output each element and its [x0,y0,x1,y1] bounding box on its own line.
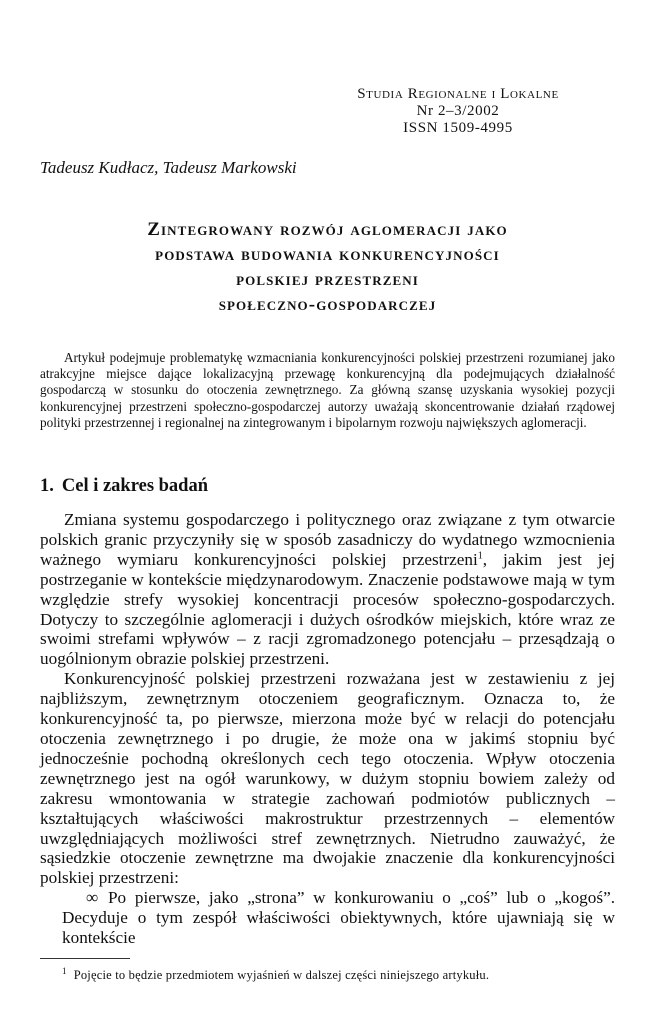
journal-issue: Nr 2–3/2002 [416,103,500,119]
title-line: społeczno-gospodarczej [218,294,437,315]
body-text [40,510,615,948]
abstract-text: Artykuł podejmuje problematykę wzmacniania konkurencyjności polskiej przestrzeni rozumianej jako atrakcyjne miejsce dające lokalizacyjną przewagę konkurencyjną dla podejmujących działalność gospodarczą w stosunku do otoczenia zewnętrznego. Za główną szansę uzyskania wysokiej pozycji konkurencyjnej przestrzeni społeczno-gospodarczej autorzy uważają skoncentrowanie działań rządowej polityki przestrzennej i regionalnej na zintegrowanym i bipolarnym rozwoju największych aglomeracji. [40,350,615,430]
section-number: 1. [40,476,54,496]
infinity-bullet-icon: ∞ [86,888,99,908]
title-line: podstawa budowania konkurencyjności [155,244,500,265]
section-heading [40,476,208,497]
paragraph-1-text-continued: , jakim jest jej postrzeganie w kontekście międzynarodowym. Znaczenie podstawowe mają w tym względzie strefy wysokiej koncentracji procesów społeczno-gospodarczych. Dotyczy to szczególnie aglomeracji i dużych ośrodków miejskich, które wraz ze swoimi strefami wpływów – z racji zgromadzonego potencjału – przesądzają o uogólnionym obrazie polskiej przestrzeni. [40,549,615,669]
abstract [40,350,615,431]
journal-name: Studia Regionalne i Lokalne [357,86,559,102]
paragraph-2: Konkurencyjność polskiej przestrzeni rozważana jest w zestawieniu z jej najbliższym, zewnętrznym otoczeniem geograficznym. Oznacza to, że konkurencyjność ta, po pierwsze, mierzona może być w relacji do potencjału otoczenia zewnętrznego i po drugie, że może ona w jakimś stopniu być jednocześnie pochodną określonych cech tego otoczenia. Wpływ otoczenia zewnętrznego jest na ogół warunkowy, w dużym stopniu bowiem zależy od zakresu wmontowania w strategie zachowań podmiotów publicznych – kształtujących właściwości makrostruktur przestrzennych – elementów uwzględniających możliwości stref zewnętrznych. Nietrudno zauważyć, że sąsiedzkie otoczenie zewnętrzne ma dwojakie znaczenie dla konkurencyjności polskiej przestrzeni: [40,669,615,888]
title-line: polskiej przestrzeni [236,269,419,290]
footnote-number: 1 [62,966,67,976]
list-item [40,888,615,948]
authors: Tadeusz Kudłacz, Tadeusz Markowski [40,158,297,177]
journal-header [308,86,608,137]
paragraph-1-text: Zmiana systemu gospodarczego i politycznego oraz związane z tym otwarcie polskich granic przyczyniły się w sposób zasadniczy do wydatnego wzmocnienia ważnego wymiaru konkurencyjności polskiej przestrzeni [40,510,615,569]
footnote-text: Pojęcie to będzie przedmiotem wyjaśnień w dalszej części niniejszego artykułu. [73,968,490,983]
footnote-reference[interactable]: 1 [477,550,483,562]
journal-issn: ISSN 1509-4995 [403,120,513,136]
section-title: Cel i zakres badań [61,476,209,496]
footnote-divider [40,958,130,959]
title-line: Zintegrowany rozwój aglomeracji jako [147,219,508,240]
footnote [62,966,489,983]
list-item-text: Po pierwsze, jako „strona” w konkurowaniu o „coś” lub o „kogoś”. Decyduje o tym zespół właściwości obiektywnych, które ujawniają się w kontekście [62,888,615,948]
paragraph-1 [40,510,615,669]
article-title [40,217,615,317]
